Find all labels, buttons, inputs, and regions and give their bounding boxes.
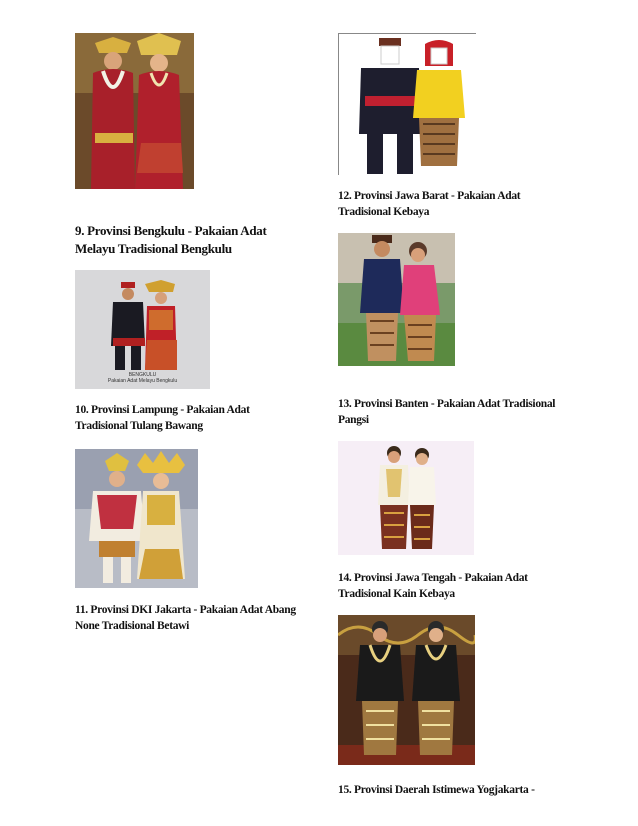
- photo-bengkulu-studio: [75, 270, 210, 389]
- caption-10-lampung: 10. Provinsi Lampung - Pakaian Adat Tradisional Tulang Bawang: [75, 404, 250, 432]
- caption-9-bengkulu: 9. Provinsi Bengkulu - Pakaian Adat Melayu Tradisional Bengkulu: [75, 223, 267, 256]
- inscription-line-1: BENGKULU: [128, 372, 157, 378]
- caption-14-jawa-tengah: 14. Provinsi Jawa Tengah - Pakaian Adat Tradisional Kain Kebaya: [338, 572, 528, 600]
- photo-jawa-tengah-couple: [338, 441, 474, 555]
- caption-13-banten: 13. Provinsi Banten - Pakaian Adat Tradisional Pangsi: [338, 398, 556, 426]
- inscription-line-2: Pakaian Adat Melayu Bengkulu: [107, 378, 178, 384]
- caption-12-jawa-barat: 12. Provinsi Jawa Barat - Pakaian Adat Tradisional Kebaya: [338, 190, 521, 218]
- caption-15-yogyakarta: 15. Provinsi Daerah Istimewa Yogjakarta -: [338, 784, 535, 796]
- photo-bengkulu-couple: [75, 33, 194, 189]
- photo-jawa-barat-couple: [338, 33, 476, 175]
- caption-11-jakarta: 11. Provinsi DKI Jakarta - Pakaian Adat Abang None Tradisional Betawi: [75, 604, 296, 632]
- photo-banten-couple: [338, 233, 455, 366]
- photo-yogyakarta-couple: [338, 615, 475, 765]
- photo-lampung-couple: [75, 449, 198, 588]
